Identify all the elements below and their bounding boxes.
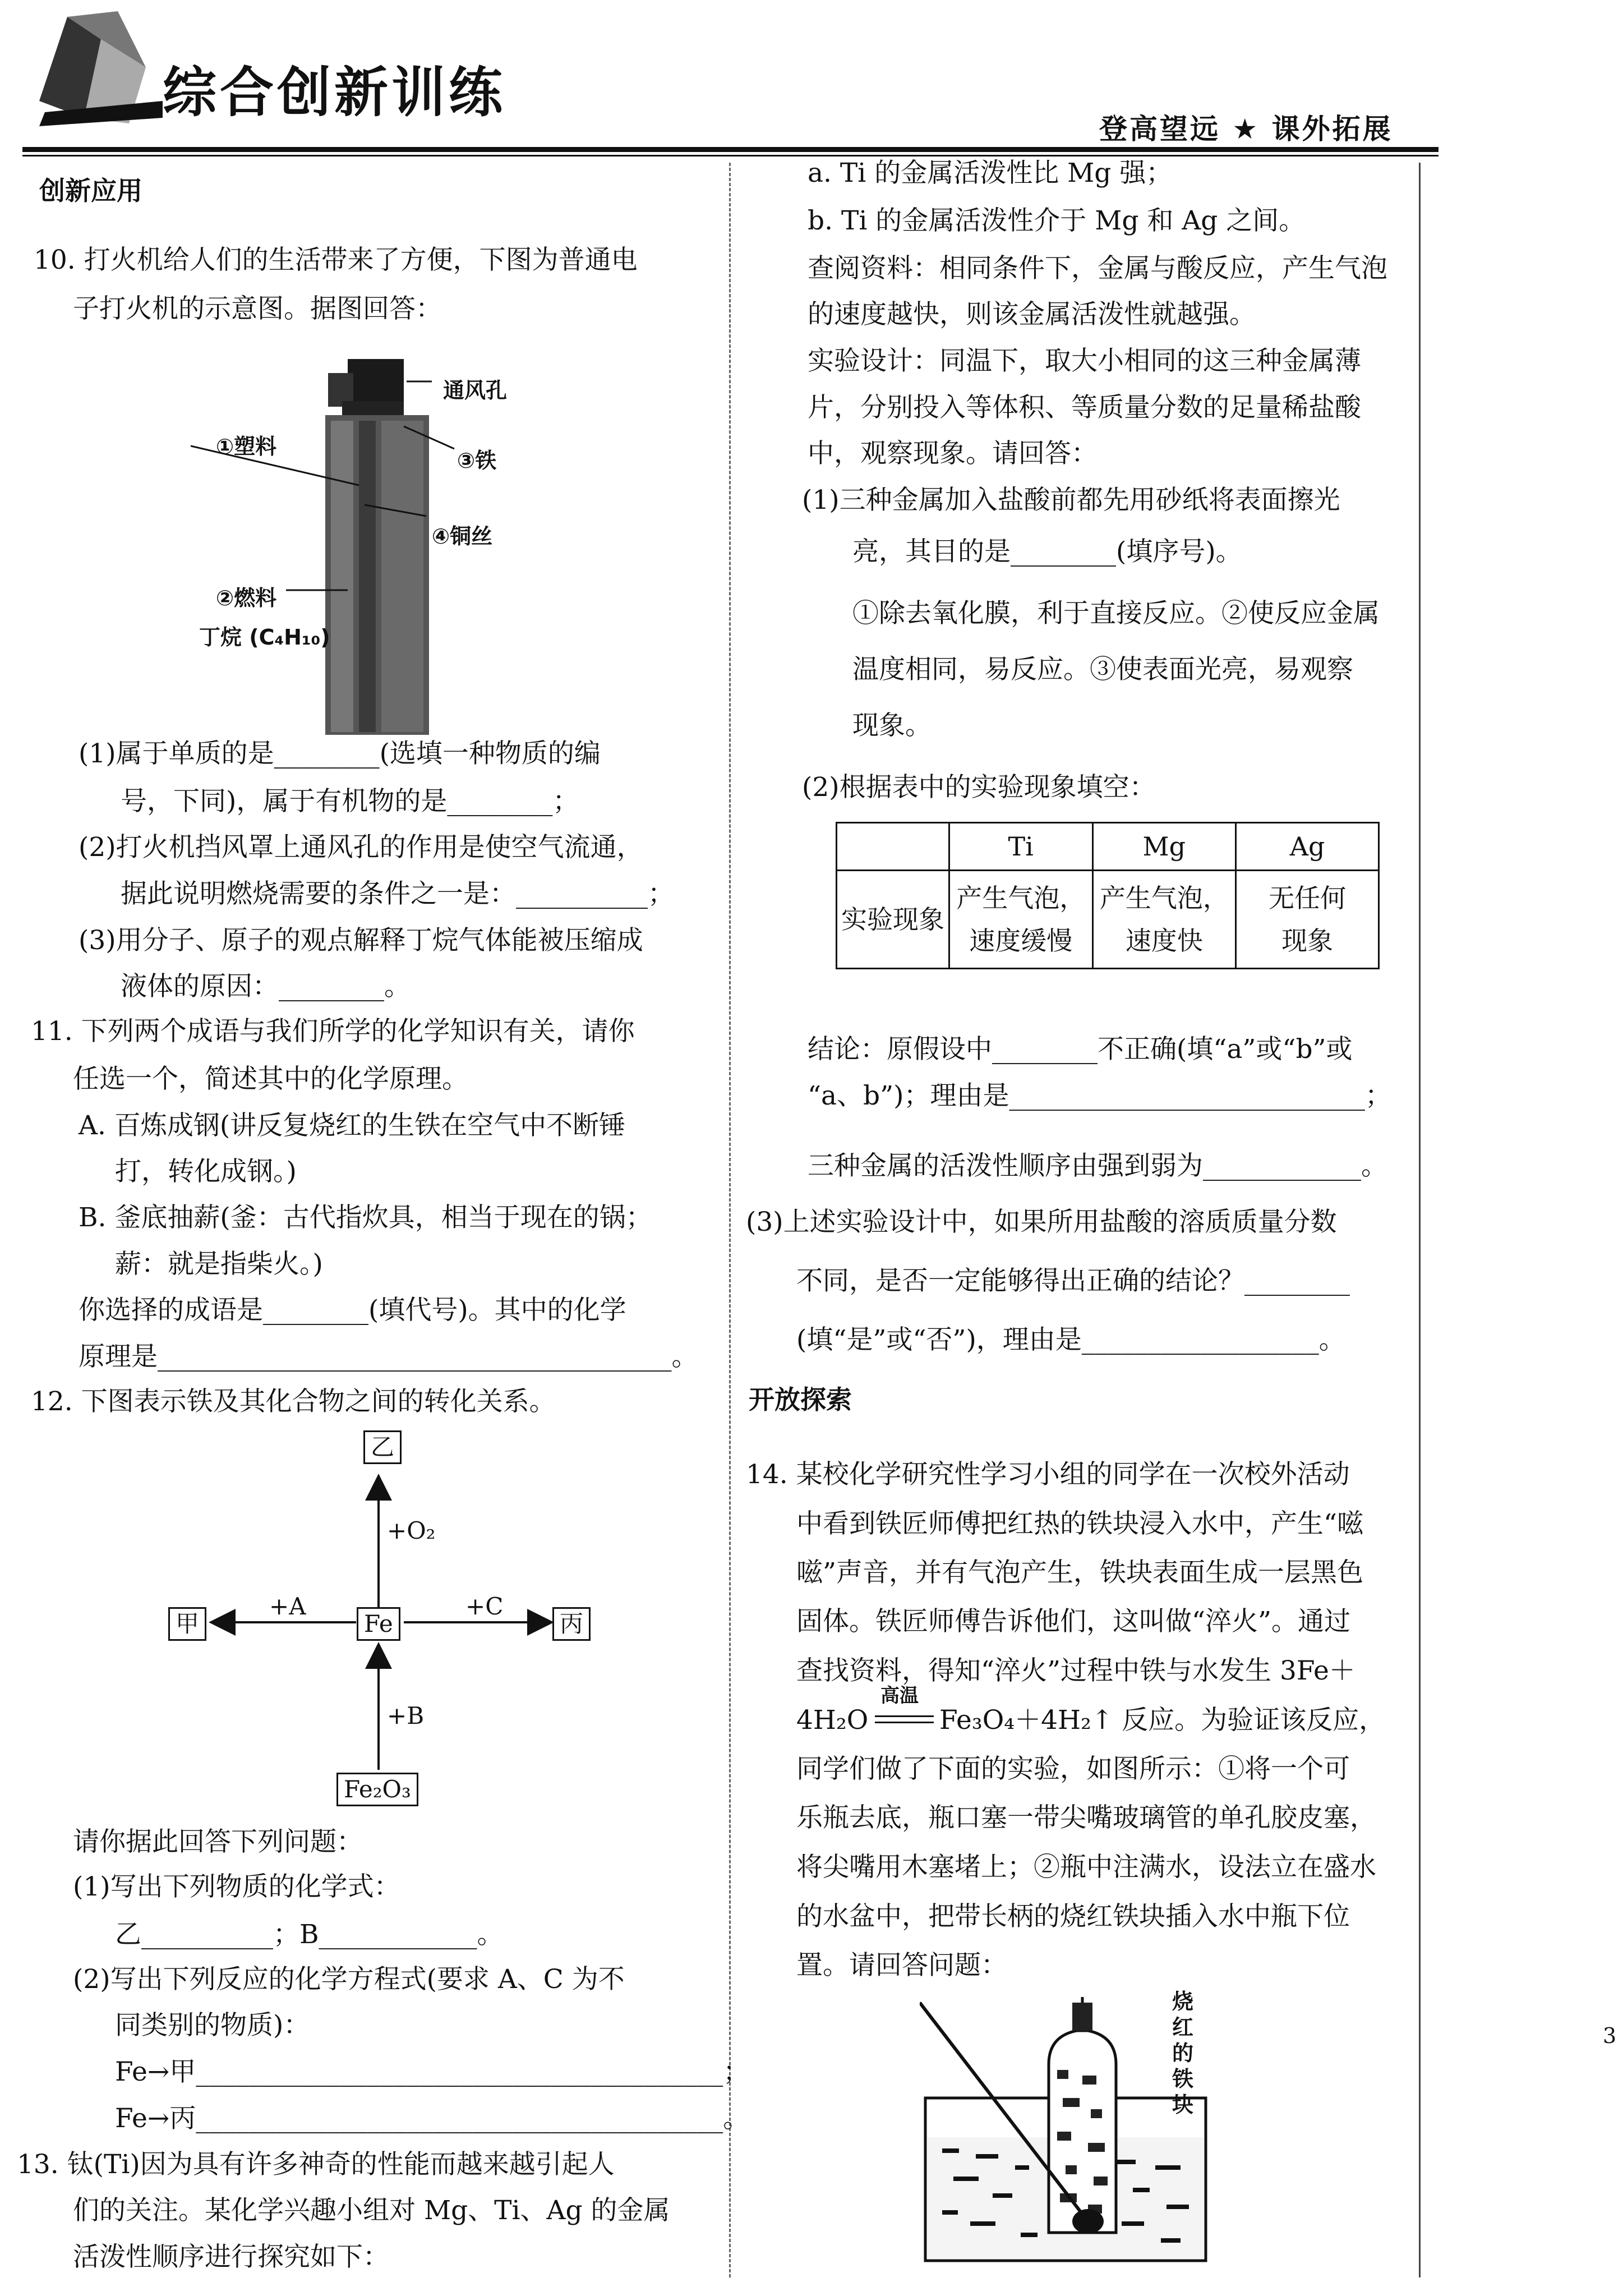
table-cell-line: 无任何: [1269, 883, 1347, 913]
label-vent: 通风孔: [443, 378, 508, 403]
column-divider: [729, 163, 731, 2277]
node-fe: Fe: [357, 1607, 400, 1641]
label-plus-b: +B: [387, 1702, 425, 1729]
label-char: 块: [1172, 2092, 1194, 2117]
q12-stem: 12. 下图表示铁及其化合物之间的转化关系。: [31, 1386, 556, 1417]
q12-p1-answer: 乙__________；B____________。: [115, 1919, 504, 1950]
q13-line1: 13. 钛(Ti)因为具有许多神奇的性能而越来越引起人: [17, 2149, 615, 2180]
q14-line2: 中看到铁匠师傅把红热的铁块浸入水中，产生“嗞: [796, 1508, 1364, 1539]
q11-optA-2: 打，转化成钢。): [115, 1156, 297, 1187]
label-plus-c: +C: [465, 1593, 504, 1620]
label-char: 的: [1172, 2041, 1194, 2065]
table-header-cell: Ti: [949, 823, 1092, 871]
header-rule-thick: [22, 147, 1438, 152]
header-right-text: 登高望远 ★ 课外拓展: [1099, 113, 1393, 145]
table-cell-line: 产生气泡，: [1099, 883, 1229, 913]
header-rule-thin: [22, 155, 1438, 157]
header-title: 综合创新训练: [163, 61, 506, 124]
header-logo-art: [34, 6, 163, 129]
node-fe2o3: Fe₂O₃: [336, 1773, 418, 1806]
q13-ref-2: 的速度越快，则该金属活泼性就越强。: [808, 299, 1256, 330]
q13-ref-1: 查阅资料：相同条件下，金属与酸反应，产生气泡: [808, 253, 1387, 284]
table-row: [837, 871, 1379, 969]
q13-hypo-a: a. Ti 的金属活泼性比 Mg 强；: [808, 158, 1173, 188]
node-yi: 乙: [363, 1430, 402, 1464]
label-plus-o2: +O₂: [387, 1517, 436, 1544]
table-cell: [1236, 871, 1379, 969]
table-cell-line: 速度快: [1125, 926, 1203, 956]
section-title-innovation: 创新应用: [39, 176, 142, 206]
q13-line2: 们的关注。某化学兴趣小组对 Mg、Ti、Ag 的金属: [73, 2195, 670, 2226]
q14-condition: 高温: [880, 1685, 919, 1707]
q13-hypo-b: b. Ti 的金属活泼性介于 Mg 和 Ag 之间。: [808, 205, 1306, 236]
table-cell-line: 产生气泡，: [956, 883, 1086, 913]
label-char: 烧: [1172, 1989, 1194, 2014]
q13-p3b: 不同，是否一定能够得出正确的结论？________: [796, 1266, 1350, 1296]
label-butane: 丁烷 (C₄H₁₀): [199, 625, 330, 650]
q14-equals-arrow: [875, 1715, 934, 1723]
q14-line10: 的水盆中，把带长柄的烧红铁块插入水中瓶下位: [796, 1901, 1350, 1932]
results-table: [836, 822, 1380, 969]
quench-apparatus-figure: [920, 1997, 1211, 2266]
q12-p2b: 同类别的物质)：: [115, 2010, 310, 2041]
q11-choice-1: 你选择的成语是________(填代号)。其中的化学: [79, 1295, 626, 1326]
q13-opt-1: ①除去氧化膜，利于直接反应。②使反应金属: [852, 598, 1380, 629]
q14-line6a: 4H₂O: [796, 1705, 869, 1736]
q13-line3: 活泼性顺序进行探究如下：: [73, 2242, 389, 2272]
label-char: 红: [1172, 2015, 1194, 2040]
section-title-open-exploration: 开放探索: [749, 1384, 852, 1415]
q14-line9: 将尖嘴用木塞堵上；②瓶中注满水，设法立在盛水: [796, 1852, 1376, 1883]
q13-conclusion-3: 三种金属的活泼性顺序由强到弱为____________。: [808, 1151, 1387, 1181]
q14-line8: 乐瓶去底，瓶口塞一带尖嘴玻璃管的单孔胶皮塞，: [796, 1802, 1376, 1833]
q13-p2: (2)根据表中的实验现象填空：: [802, 772, 1156, 803]
table-row-label: 实验现象: [837, 871, 949, 969]
q10-p2a: (2)打火机挡风罩上通风孔的作用是使空气流通，: [79, 832, 643, 863]
table-header-cell: Mg: [1092, 823, 1236, 871]
q10-line1: 10. 打火机给人们的生活带来了方便，下图为普通电: [34, 245, 638, 275]
q10-line2: 子打火机的示意图。据图回答：: [73, 293, 442, 324]
q13-p1b: 亮，其目的是________(填序号)。: [852, 536, 1242, 567]
q14-line5: 查找资料，得知“淬火”过程中铁与水发生 3Fe＋: [796, 1655, 1355, 1686]
label-copper: ④铜丝: [432, 524, 493, 549]
label-plastic: ①塑料: [216, 434, 277, 459]
q11-optA-1: A. 百炼成钢(讲反复烧红的生铁在空气中不断锤: [79, 1110, 626, 1141]
q13-design-2: 片，分别投入等体积、等质量分数的足量稀盐酸: [808, 392, 1361, 423]
q13-design-1: 实验设计：同温下，取大小相同的这三种金属薄: [808, 346, 1361, 376]
quench-figure-label: [1172, 1989, 1200, 2118]
q10-p3b: 液体的原因：________。: [121, 971, 411, 1002]
label-plus-a: +A: [269, 1593, 306, 1620]
node-jia: 甲: [168, 1607, 206, 1641]
table-header-row: [837, 823, 1379, 871]
table-cell: [949, 871, 1092, 969]
table-cell-line: 速度缓慢: [969, 926, 1073, 956]
right-margin-line: [1419, 163, 1421, 2277]
q10-p1b: 号，下同)，属于有机物的是________；: [121, 786, 579, 817]
q13-p3c: (填“是”或“否”)，理由是__________________。: [796, 1324, 1345, 1355]
q11-optB-2: 薪：就是指柴火。): [115, 1249, 323, 1280]
q13-conclusion-2: “a、b”)；理由是___________________________；: [808, 1080, 1391, 1111]
q12-p2a: (2)写出下列反应的化学方程式(要求 A、C 为不: [73, 1964, 625, 1995]
page-number: 3: [1603, 2023, 1617, 2048]
q12-eq2: Fe→丙________________________________________。: [115, 2103, 750, 2134]
label-fuel: ②燃料: [216, 586, 277, 610]
q10-p2b: 据此说明燃烧需要的条件之一是：__________；: [121, 878, 674, 909]
table-header-cell: Ag: [1236, 823, 1379, 871]
q12-ask: 请你据此回答下列问题：: [73, 1826, 363, 1857]
label-char: 铁: [1172, 2067, 1194, 2091]
q13-opt-2: 温度相同，易反应。③使表面光亮，易观察: [852, 654, 1353, 685]
node-bing: 丙: [552, 1607, 591, 1641]
q13-conclusion-1: 结论：原假设中________不正确(填“a”或“b”或: [808, 1034, 1353, 1065]
q14-line7: 同学们做了下面的实验，如图所示：①将一个可: [796, 1754, 1350, 1784]
q13-opt-3: 现象。: [852, 710, 932, 741]
table-cell-line: 现象: [1281, 926, 1334, 956]
q10-p3a: (3)用分子、原子的观点解释丁烷气体能被压缩成: [79, 925, 643, 956]
q12-p1: (1)写出下列物质的化学式：: [73, 1871, 400, 1902]
q13-p1a: (1)三种金属加入盐酸前都先用砂纸将表面擦光: [802, 485, 1340, 516]
q14-line6b: Fe₃O₄＋4H₂↑ 反应。为验证该反应，: [939, 1705, 1386, 1736]
q13-design-3: 中，观察现象。请回答：: [808, 438, 1098, 469]
table-header-cell: [837, 823, 949, 871]
q10-p1a: (1)属于单质的是________(选填一种物质的编: [79, 738, 601, 769]
table-cell: [1092, 871, 1236, 969]
label-iron: ③铁: [457, 448, 497, 473]
q14-line3: 嗞”声音，并有气泡产生，铁块表面生成一层黑色: [796, 1557, 1364, 1588]
q13-p3a: (3)上述实验设计中，如果所用盐酸的溶质质量分数: [746, 1207, 1337, 1237]
q14-line1: 14. 某校化学研究性学习小组的同学在一次校外活动: [746, 1459, 1350, 1490]
q11-optB-1: B. 釜底抽薪(釜：古代指炊具，相当于现在的锅；: [79, 1202, 652, 1233]
q14-line11: 置。请回答问题：: [796, 1950, 1007, 1981]
q11-choice-2: 原理是_______________________________________。: [79, 1341, 698, 1372]
q12-eq1: Fe→甲________________________________________；: [115, 2056, 750, 2087]
q14-line4: 固体。铁匠师傅告诉他们，这叫做“淬火”。通过: [796, 1606, 1351, 1637]
q11-line1: 11. 下列两个成语与我们所学的化学知识有关，请你: [31, 1016, 635, 1047]
q11-line2: 任选一个，简述其中的化学原理。: [73, 1064, 468, 1094]
